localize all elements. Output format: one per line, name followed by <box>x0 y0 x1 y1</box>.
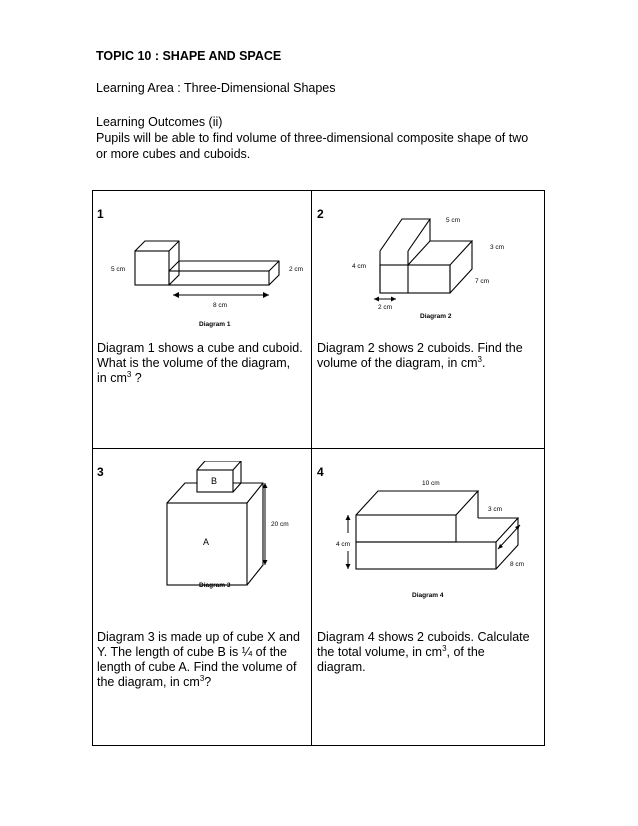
question-text <box>317 341 537 371</box>
learning-outcomes-text: Pupils will be able to find volume of three-dimensional composite shape of two or more cubes and cuboids. <box>96 131 529 161</box>
question-number: 3 <box>97 465 104 479</box>
label-depth: 3 cm <box>490 244 505 251</box>
question-text-main: Diagram 1 shows a cube and cuboid. What is the volume of the diagram, in cm <box>97 341 303 385</box>
label-length: 7 cm <box>475 278 490 285</box>
question-text-main: Diagram 2 shows 2 cuboids. Find the volume of the diagram, in cm <box>317 341 523 370</box>
width-arrow <box>374 297 396 302</box>
bottom-cuboid-shape <box>356 518 518 569</box>
label-length: 8 cm <box>213 302 228 309</box>
unit-superscript: 3 <box>442 643 447 653</box>
unit-superscript: 3 <box>126 369 132 379</box>
question-text-end: , of the diagram. <box>317 645 485 674</box>
label-depth: 8 cm <box>510 561 525 568</box>
cube-b-shape <box>197 461 241 492</box>
cube-shape <box>135 241 179 285</box>
question-cell-1 <box>93 191 311 448</box>
diagram-caption: Diagram 3 <box>199 582 231 589</box>
top-cuboid-shape <box>356 491 478 542</box>
question-text-main: Diagram 3 is made up of cube X and Y. The length of cube B is ¼ of the length of cube A. Find the volume of the diagram, in cm <box>97 630 300 689</box>
label-height: 20 cm <box>271 521 289 528</box>
learning-area: Learning Area : Three-Dimensional Shapes <box>96 81 336 95</box>
question-text-end: ? <box>131 371 142 385</box>
question-cell-4 <box>312 449 544 745</box>
question-text <box>97 630 309 690</box>
height-arrow-down <box>346 551 351 569</box>
height-arrow-up <box>346 515 351 533</box>
cube-a-shape <box>167 483 263 585</box>
question-text-end: ? <box>204 675 212 689</box>
question-text <box>317 630 535 675</box>
label-cube-a: A <box>203 537 210 547</box>
question-cell-2 <box>312 191 544 448</box>
diagram-caption: Diagram 4 <box>412 592 444 599</box>
question-number: 1 <box>97 207 104 221</box>
label-height: 4 cm <box>336 541 351 548</box>
label-height: 4 cm <box>352 263 367 270</box>
question-cell-3 <box>93 449 311 745</box>
label-width: 2 cm <box>378 304 393 311</box>
question-text <box>97 341 303 386</box>
label-height: 5 cm <box>111 266 126 273</box>
question-text-main: Diagram 4 shows 2 cuboids. Calculate the total volume, in cm <box>317 630 530 659</box>
question-number: 4 <box>317 465 324 479</box>
length-arrow <box>173 292 269 298</box>
diagram-2 <box>312 211 544 339</box>
label-cube-b: B <box>211 476 218 486</box>
diagram-caption: Diagram 1 <box>199 321 231 328</box>
label-top-width: 3 cm <box>488 506 503 513</box>
questions-table <box>92 190 545 746</box>
diagram-1 <box>93 229 311 339</box>
unit-superscript: 3 <box>199 673 205 683</box>
learning-outcomes-label: Learning Outcomes (ii) <box>96 115 223 129</box>
tall-cuboid-shape <box>380 219 430 293</box>
diagram-caption: Diagram 2 <box>420 313 452 320</box>
question-number: 2 <box>317 207 324 221</box>
cuboid-shape <box>169 261 279 285</box>
flat-cuboid-shape <box>380 241 472 293</box>
label-width: 2 cm <box>289 266 304 273</box>
unit-superscript: 3 <box>477 354 482 364</box>
diagram-3 <box>93 461 311 591</box>
page-title: TOPIC 10 : SHAPE AND SPACE <box>96 49 282 63</box>
label-top-length: 5 cm <box>446 217 461 224</box>
label-length: 10 cm <box>422 480 440 487</box>
diagram-4 <box>312 471 544 611</box>
question-text-end: . <box>481 356 486 370</box>
